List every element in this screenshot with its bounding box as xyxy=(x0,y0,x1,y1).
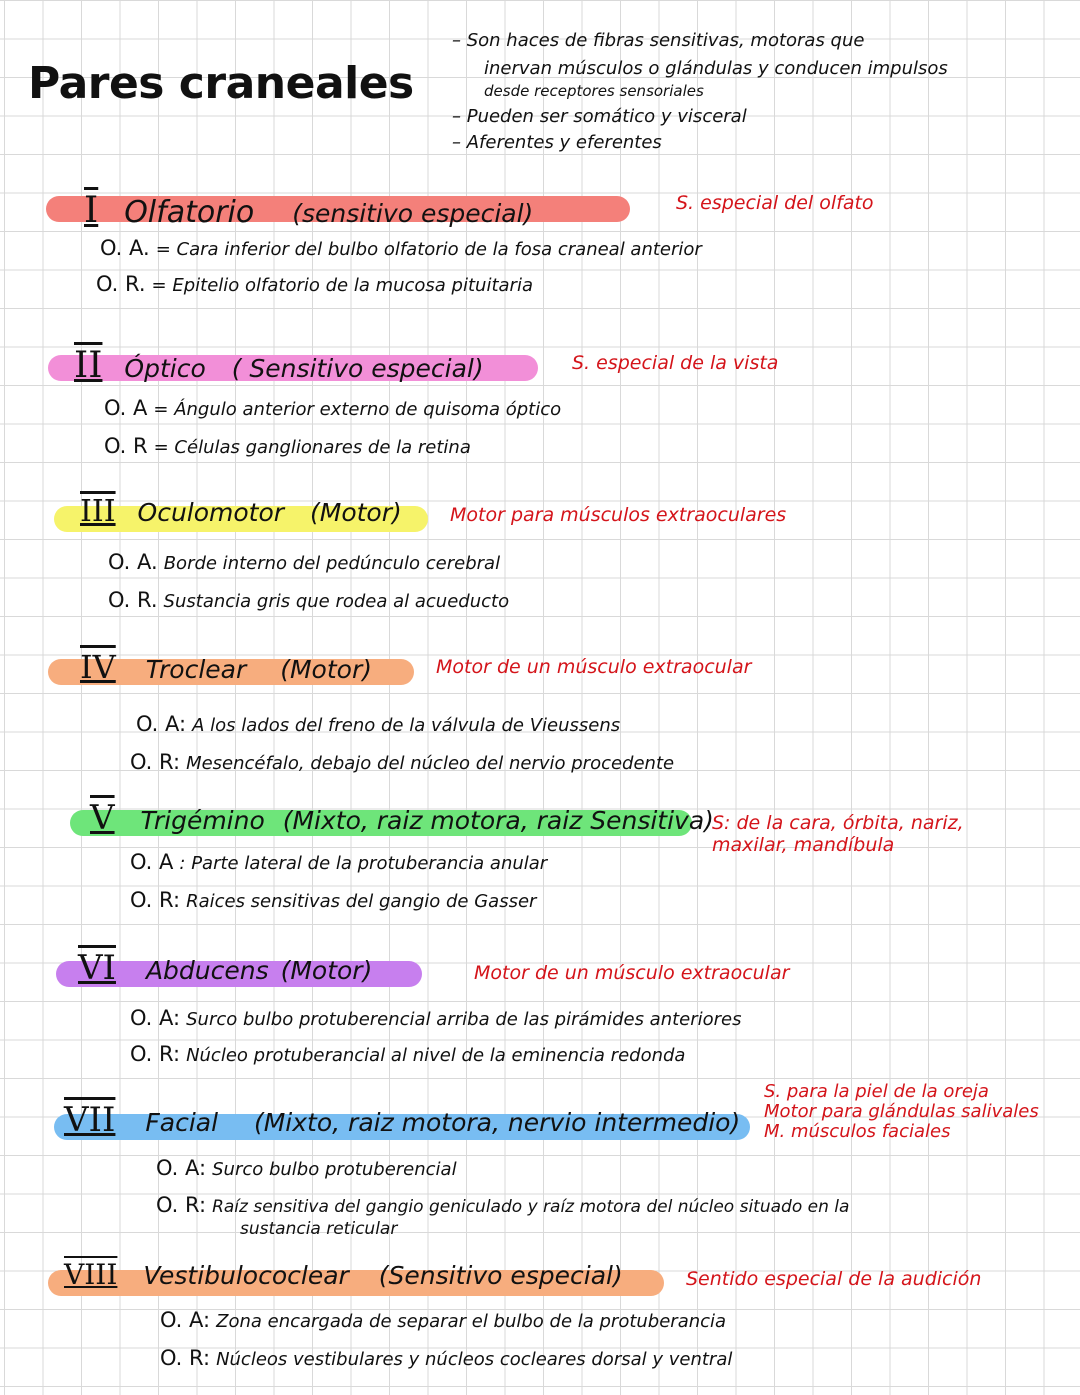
oa-text-ii: = Ángulo anterior externo de quisoma óptico xyxy=(153,399,562,420)
nerve-heading-viii xyxy=(64,1258,623,1291)
oa-label-ii: O. A xyxy=(104,396,148,420)
oa-text-viii: Zona encargada de separar el bulbo de la protuberancia xyxy=(216,1311,727,1332)
intro-line-4: – Pueden ser somático y visceral xyxy=(452,106,747,127)
origin-apparent-vii xyxy=(156,1156,457,1180)
oa-text-vi: Surco bulbo protuberencial arriba de las pirámides anteriores xyxy=(186,1009,742,1030)
oa-text-iv: A los lados del freno de la válvula de Vieussens xyxy=(192,715,621,736)
or-label-ii: O. R xyxy=(104,434,148,458)
note-i: S. especial del olfato xyxy=(676,192,874,214)
roman-numeral-viii: VIII xyxy=(64,1258,118,1291)
oa-label-iii: O. A. xyxy=(108,550,158,574)
origin-real-vi xyxy=(130,1042,685,1066)
or-text-i: = Epitelio olfatorio de la mucosa pituitaria xyxy=(151,275,533,296)
oa-text-iii: Borde interno del pedúnculo cerebral xyxy=(163,553,501,574)
nerve-heading-v xyxy=(90,798,714,838)
oa-label-vii: O. A: xyxy=(156,1156,207,1180)
note-vii-line-3: M. músculos faciales xyxy=(764,1121,951,1142)
origin-apparent-iii xyxy=(108,550,500,574)
or-text-iii: Sustancia gris que rodea al acueducto xyxy=(163,591,510,612)
origin-real-ii xyxy=(104,434,471,458)
nerve-type-iv: (Motor) xyxy=(280,655,372,684)
nerve-name-viii: Vestibulococlear xyxy=(143,1261,349,1290)
nerve-heading-iv xyxy=(80,648,372,686)
nerve-name-vi: Abducens xyxy=(145,956,269,985)
nerve-name-iv: Troclear xyxy=(145,655,247,684)
or-text-ii: = Células ganglionares de la retina xyxy=(153,437,471,458)
nerve-type-i: (sensitivo especial) xyxy=(292,199,534,228)
roman-numeral-iv: IV xyxy=(80,648,116,686)
nerve-type-ii: ( Sensitivo especial) xyxy=(231,354,484,383)
origin-apparent-vi xyxy=(130,1006,742,1030)
nerve-name-vii: Facial xyxy=(145,1108,219,1137)
or-text-iv: Mesencéfalo, debajo del núcleo del nervio procedente xyxy=(186,753,675,774)
oa-label-viii: O. A: xyxy=(160,1308,211,1332)
or-text-v: Raices sensitivas del gangio de Gasser xyxy=(186,891,537,912)
or-label-vii: O. R: xyxy=(156,1193,207,1217)
origin-real-i xyxy=(96,272,533,296)
origin-real-viii xyxy=(160,1346,732,1370)
roman-numeral-i: I xyxy=(84,190,99,231)
oa-text-v: : Parte lateral de la protuberancia anular xyxy=(179,853,548,874)
note-v-line-2: maxilar, mandíbula xyxy=(712,834,895,856)
roman-numeral-v: V xyxy=(90,798,115,838)
or-text-vii-line-1: Raíz sensitiva del gangio geniculado y raíz motora del núcleo situado en la xyxy=(212,1197,850,1217)
roman-numeral-iii: III xyxy=(80,494,116,529)
note-v-line-1: S: de la cara, órbita, nariz, xyxy=(712,812,964,834)
nerve-type-v: (Mixto, raiz motora, raiz Sensitiva) xyxy=(282,806,714,835)
nerve-type-vi: (Motor) xyxy=(280,956,373,985)
oa-label-v: O. A xyxy=(130,850,174,874)
note-iii: Motor para músculos extraoculares xyxy=(450,504,787,526)
origin-apparent-viii xyxy=(160,1308,726,1332)
origin-apparent-v xyxy=(130,850,547,874)
origin-apparent-iv xyxy=(136,712,620,736)
intro-line-5: – Aferentes y eferentes xyxy=(452,132,662,153)
nerve-name-ii: Óptico xyxy=(124,354,206,383)
roman-numeral-ii: II xyxy=(74,345,103,386)
nerve-name-iii: Oculomotor xyxy=(137,498,285,527)
intro-line-1: – Son haces de fibras sensitivas, motoras que xyxy=(452,30,865,51)
page-title: Pares craneales xyxy=(28,58,414,109)
nerve-heading-iii xyxy=(80,494,402,529)
note-iv: Motor de un músculo extraocular xyxy=(436,656,752,678)
nerve-type-viii: (Sensitivo especial) xyxy=(378,1261,623,1290)
note-viii: Sentido especial de la audición xyxy=(686,1268,982,1290)
origin-real-v xyxy=(130,888,536,912)
or-text-viii: Núcleos vestibulares y núcleos cocleares dorsal y ventral xyxy=(216,1349,733,1370)
note-vii-line-1: S. para la piel de la oreja xyxy=(764,1081,989,1102)
nerve-name-v: Trigémino xyxy=(140,806,265,835)
nerve-type-vii: (Mixto, raiz motora, nervio intermedio) xyxy=(253,1108,741,1137)
oa-text-vii: Surco bulbo protuberencial xyxy=(212,1159,457,1180)
nerve-heading-i xyxy=(84,190,533,231)
note-ii: S. especial de la vista xyxy=(572,352,779,374)
nerve-type-iii: (Motor) xyxy=(310,498,402,527)
origin-real-vii xyxy=(156,1194,849,1240)
oa-text-i: = Cara inferior del bulbo olfatorio de la fosa craneal anterior xyxy=(155,239,702,260)
note-vii xyxy=(764,1082,1039,1142)
nerve-name-i: Olfatorio xyxy=(124,195,255,230)
origin-apparent-ii xyxy=(104,396,561,420)
origin-real-iii xyxy=(108,588,509,612)
nerve-heading-vi xyxy=(78,948,372,988)
or-text-vii-line-2: sustancia reticular xyxy=(240,1219,398,1239)
oa-label-i: O. A. xyxy=(100,236,150,260)
note-v xyxy=(712,812,964,856)
oa-label-iv: O. A: xyxy=(136,712,187,736)
roman-numeral-vii: VII xyxy=(64,1100,116,1140)
nerve-heading-ii xyxy=(74,345,484,386)
nerve-heading-vii xyxy=(64,1100,740,1140)
or-label-v: O. R: xyxy=(130,888,181,912)
or-label-viii: O. R: xyxy=(160,1346,211,1370)
or-label-iii: O. R. xyxy=(108,588,158,612)
intro-line-3: desde receptores sensoriales xyxy=(484,82,704,100)
or-label-iv: O. R: xyxy=(130,750,181,774)
origin-apparent-i xyxy=(100,236,702,260)
or-label-i: O. R. xyxy=(96,272,146,296)
or-label-vi: O. R: xyxy=(130,1042,181,1066)
oa-label-vi: O. A: xyxy=(130,1006,181,1030)
origin-real-iv xyxy=(130,750,674,774)
roman-numeral-vi: VI xyxy=(78,948,116,988)
note-vii-line-2: Motor para glándulas salivales xyxy=(764,1101,1039,1122)
or-text-vi: Núcleo protuberancial al nivel de la eminencia redonda xyxy=(186,1045,686,1066)
intro-line-2: inervan músculos o glándulas y conducen impulsos xyxy=(484,58,948,79)
note-vi: Motor de un músculo extraocular xyxy=(474,962,790,984)
